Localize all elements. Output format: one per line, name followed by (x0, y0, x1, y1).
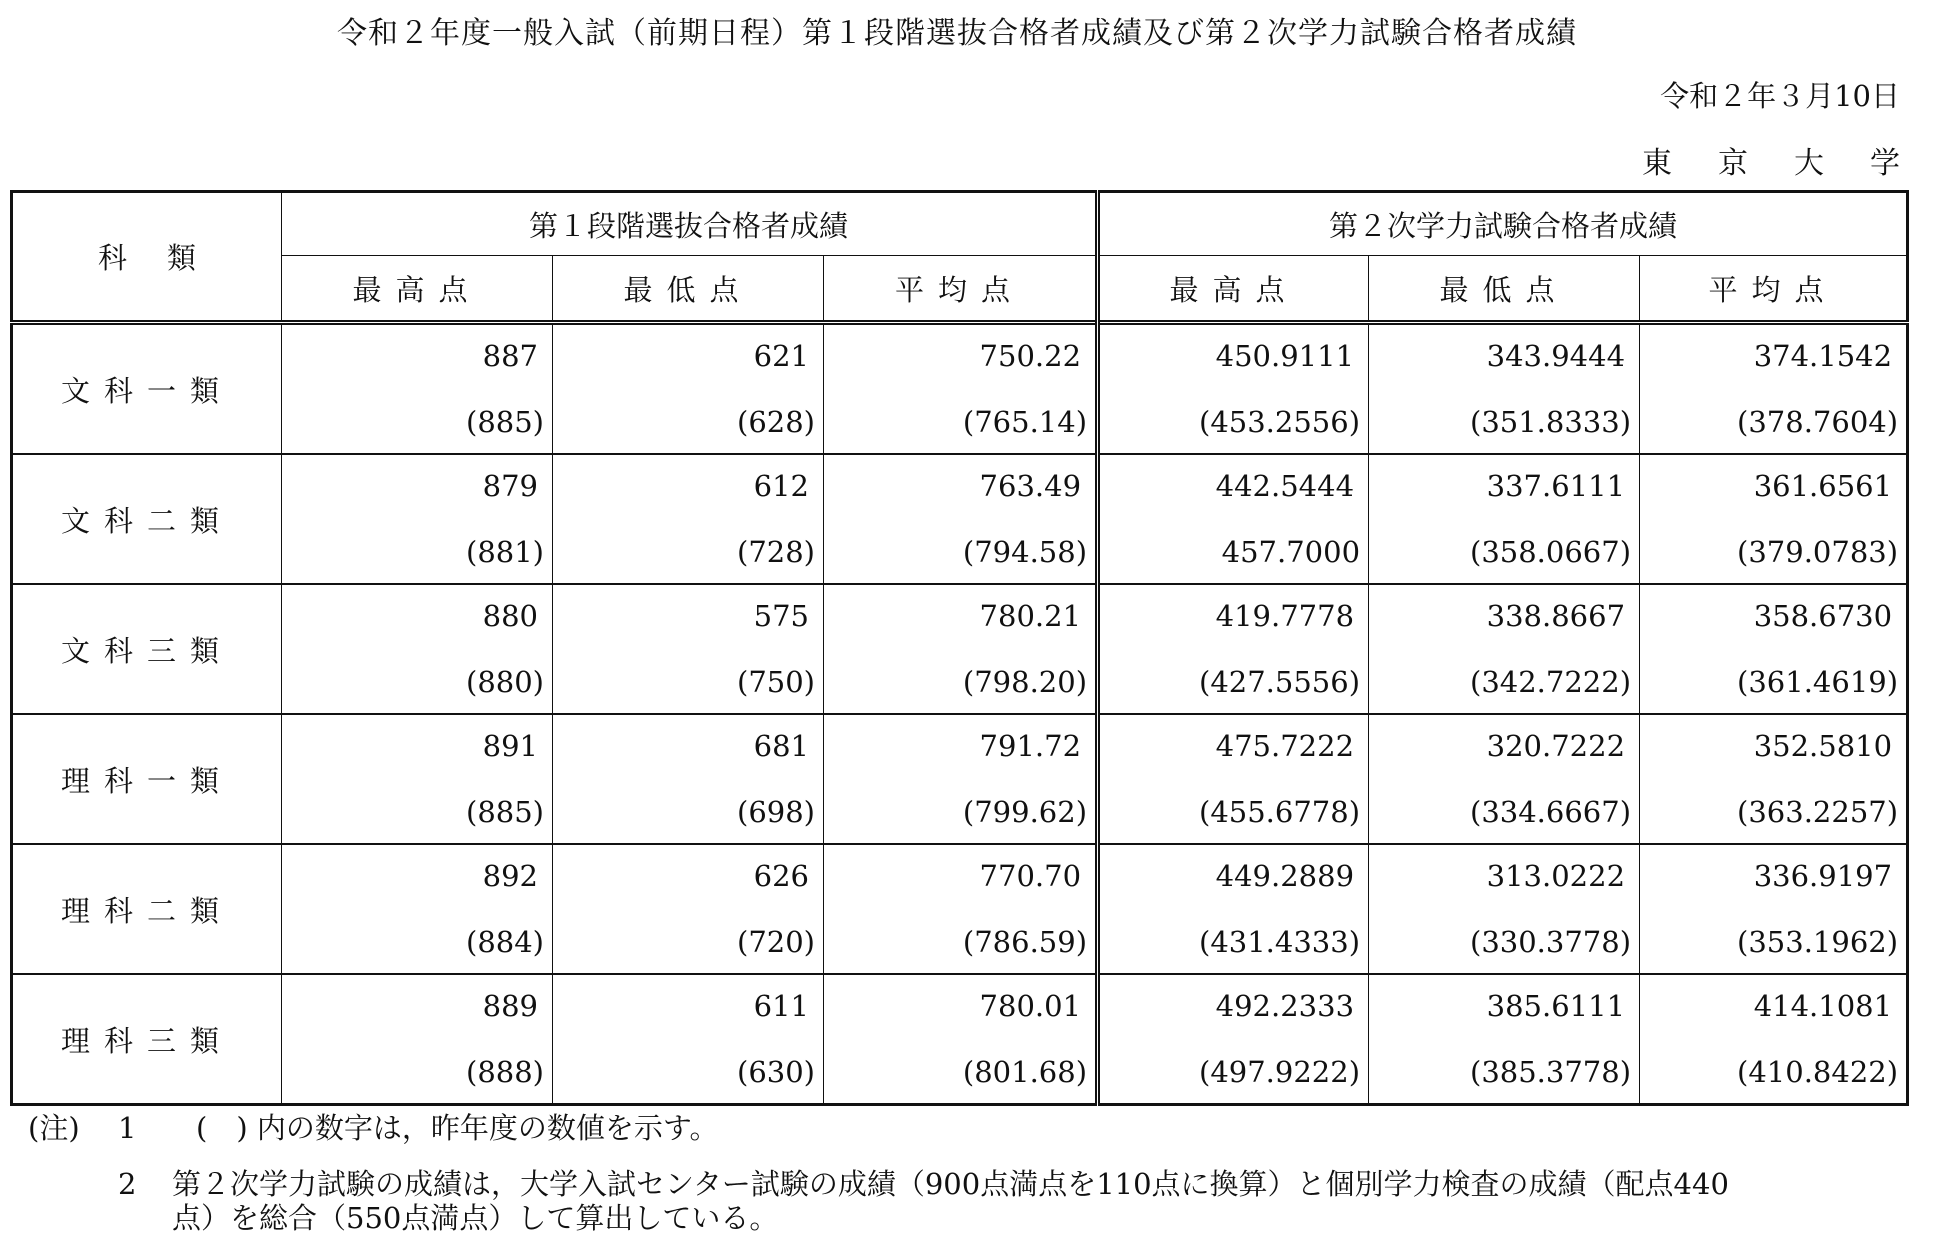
scores-table (10, 190, 1909, 1106)
previous-year-value: (361.4619) (1737, 665, 1899, 699)
cell-min-1 (553, 323, 824, 455)
cell-max-1 (282, 714, 553, 844)
previous-year-value: (750) (737, 665, 815, 699)
previous-year-value: (427.5556) (1199, 665, 1361, 699)
category-name: 理科一類 (12, 714, 282, 844)
col-header-min-1: 最低点 (553, 256, 824, 323)
current-value: 891 (482, 729, 538, 763)
current-value: 612 (753, 469, 809, 503)
current-value: 575 (753, 599, 809, 633)
notes (28, 1108, 1729, 1238)
previous-year-value: (378.7604) (1737, 405, 1899, 439)
cell-avg-2 (1640, 584, 1908, 714)
previous-year-value: (698) (737, 795, 815, 829)
cell-max-2 (1098, 454, 1369, 584)
previous-year-value: (453.2556) (1199, 405, 1361, 439)
current-value: 621 (753, 339, 809, 373)
cell-min-2 (1369, 714, 1640, 844)
category-name: 理科三類 (12, 974, 282, 1105)
current-value: 343.9444 (1486, 339, 1626, 373)
current-value: 313.0222 (1486, 859, 1626, 893)
previous-year-value: (358.0667) (1470, 535, 1632, 569)
current-value: 385.6111 (1486, 989, 1626, 1023)
cell-min-2 (1369, 584, 1640, 714)
col-header-min-2: 最低点 (1369, 256, 1640, 323)
current-value: 889 (482, 989, 538, 1023)
previous-year-value: (342.7222) (1470, 665, 1632, 699)
note-2-number: 2 (118, 1167, 137, 1201)
previous-year-value: (728) (737, 535, 815, 569)
current-value: 449.2889 (1215, 859, 1355, 893)
current-value: 611 (753, 989, 809, 1023)
cell-avg-1 (824, 714, 1098, 844)
cell-max-2 (1098, 714, 1369, 844)
current-value: 337.6111 (1486, 469, 1626, 503)
current-value: 338.8667 (1486, 599, 1626, 633)
previous-year-value: (330.3778) (1470, 925, 1632, 959)
cell-min-2 (1369, 844, 1640, 974)
cell-max-2 (1098, 974, 1369, 1105)
previous-year-value: (431.4333) (1199, 925, 1361, 959)
current-value: 358.6730 (1753, 599, 1893, 633)
cell-min-2 (1369, 323, 1640, 455)
current-value: 780.01 (979, 989, 1082, 1023)
cell-min-1 (553, 844, 824, 974)
header-row-groups (12, 192, 1908, 256)
col-header-avg-2: 平均点 (1640, 256, 1908, 323)
note-1 (28, 1108, 1729, 1148)
current-value: 763.49 (979, 469, 1082, 503)
table-row (12, 584, 1908, 714)
previous-year-value: 457.7000 (1221, 535, 1361, 569)
previous-year-value: (885) (466, 405, 544, 439)
cell-max-1 (282, 584, 553, 714)
category-name: 文科二類 (12, 454, 282, 584)
document-date: 令和２年３月10日 (1660, 79, 1900, 113)
current-value: 361.6561 (1753, 469, 1893, 503)
cell-max-2 (1098, 844, 1369, 974)
cell-avg-2 (1640, 323, 1908, 455)
current-value: 352.5810 (1753, 729, 1893, 763)
current-value: 879 (482, 469, 538, 503)
note-2 (28, 1164, 1729, 1238)
current-value: 492.2333 (1215, 989, 1355, 1023)
previous-year-value: (334.6667) (1470, 795, 1632, 829)
cell-avg-2 (1640, 974, 1908, 1105)
current-value: 887 (482, 339, 538, 373)
category-name: 文科三類 (12, 584, 282, 714)
table-row (12, 974, 1908, 1105)
current-value: 336.9197 (1753, 859, 1893, 893)
category-name: 文科一類 (12, 323, 282, 455)
previous-year-value: (720) (737, 925, 815, 959)
previous-year-value: (765.14) (962, 405, 1088, 439)
previous-year-value: (794.58) (962, 535, 1088, 569)
previous-year-value: (455.6778) (1199, 795, 1361, 829)
col-header-max-2: 最高点 (1098, 256, 1369, 323)
university-name: 東京大学 (1642, 146, 1946, 181)
cell-avg-1 (824, 584, 1098, 714)
previous-year-value: (798.20) (962, 665, 1088, 699)
note-2-text: 第２次学力試験の成績は，大学入試センター試験の成績（900点満点を110点に換算）と個別学力検査の成績（配点440 (172, 1167, 1729, 1201)
cell-avg-2 (1640, 844, 1908, 974)
table-row (12, 844, 1908, 974)
cell-max-1 (282, 974, 553, 1105)
col-header-max-1: 最高点 (282, 256, 553, 323)
table-body (12, 323, 1908, 1105)
cell-avg-2 (1640, 714, 1908, 844)
previous-year-value: (385.3778) (1470, 1055, 1632, 1089)
current-value: 475.7222 (1215, 729, 1355, 763)
document-title: 令和２年度一般入試（前期日程）第１段階選抜合格者成績及び第２次学力試験合格者成績 (337, 16, 1577, 51)
previous-year-value: (884) (466, 925, 544, 959)
previous-year-value: (888) (466, 1055, 544, 1089)
group1-header: 第１段階選抜合格者成績 (282, 192, 1098, 256)
previous-year-value: (885) (466, 795, 544, 829)
header-row-metrics (12, 256, 1908, 323)
cell-max-2 (1098, 584, 1369, 714)
group2-header: 第２次学力試験合格者成績 (1098, 192, 1908, 256)
cell-avg-1 (824, 844, 1098, 974)
previous-year-value: (881) (466, 535, 544, 569)
previous-year-value: (497.9222) (1199, 1055, 1361, 1089)
cell-max-2 (1098, 323, 1369, 455)
table-row (12, 714, 1908, 844)
current-value: 892 (482, 859, 538, 893)
previous-year-value: (410.8422) (1737, 1055, 1899, 1089)
current-value: 374.1542 (1753, 339, 1893, 373)
cell-avg-1 (824, 974, 1098, 1105)
current-value: 419.7778 (1215, 599, 1355, 633)
col-header-avg-1: 平均点 (824, 256, 1098, 323)
current-value: 414.1081 (1753, 989, 1893, 1023)
previous-year-value: (628) (737, 405, 815, 439)
cell-min-1 (553, 454, 824, 584)
cell-avg-1 (824, 454, 1098, 584)
note-1-text: ( ) 内の数字は，昨年度の数値を示す。 (196, 1111, 719, 1145)
table-row (12, 454, 1908, 584)
category-header: 科類 (12, 192, 282, 323)
cell-min-1 (553, 714, 824, 844)
current-value: 320.7222 (1486, 729, 1626, 763)
cell-avg-1 (824, 323, 1098, 455)
previous-year-value: (799.62) (962, 795, 1088, 829)
note-2-text-continued: 点）を総合（550点満点）して算出している。 (172, 1201, 779, 1235)
previous-year-value: (351.8333) (1470, 405, 1632, 439)
cell-min-1 (553, 584, 824, 714)
previous-year-value: (363.2257) (1737, 795, 1899, 829)
cell-min-2 (1369, 454, 1640, 584)
current-value: 442.5444 (1215, 469, 1355, 503)
current-value: 770.70 (979, 859, 1082, 893)
current-value: 880 (482, 599, 538, 633)
previous-year-value: (630) (737, 1055, 815, 1089)
previous-year-value: (880) (466, 665, 544, 699)
cell-avg-2 (1640, 454, 1908, 584)
table-row (12, 323, 1908, 455)
previous-year-value: (801.68) (962, 1055, 1088, 1089)
current-value: 791.72 (979, 729, 1082, 763)
category-name: 理科二類 (12, 844, 282, 974)
cell-max-1 (282, 844, 553, 974)
current-value: 750.22 (979, 339, 1082, 373)
cell-min-1 (553, 974, 824, 1105)
cell-max-1 (282, 323, 553, 455)
previous-year-value: (786.59) (962, 925, 1088, 959)
current-value: 681 (753, 729, 809, 763)
current-value: 780.21 (979, 599, 1082, 633)
previous-year-value: (353.1962) (1737, 925, 1899, 959)
note-label: (注) (28, 1111, 80, 1145)
current-value: 450.9111 (1215, 339, 1355, 373)
previous-year-value: (379.0783) (1737, 535, 1899, 569)
note-1-number: 1 (118, 1111, 137, 1145)
cell-max-1 (282, 454, 553, 584)
current-value: 626 (753, 859, 809, 893)
cell-min-2 (1369, 974, 1640, 1105)
